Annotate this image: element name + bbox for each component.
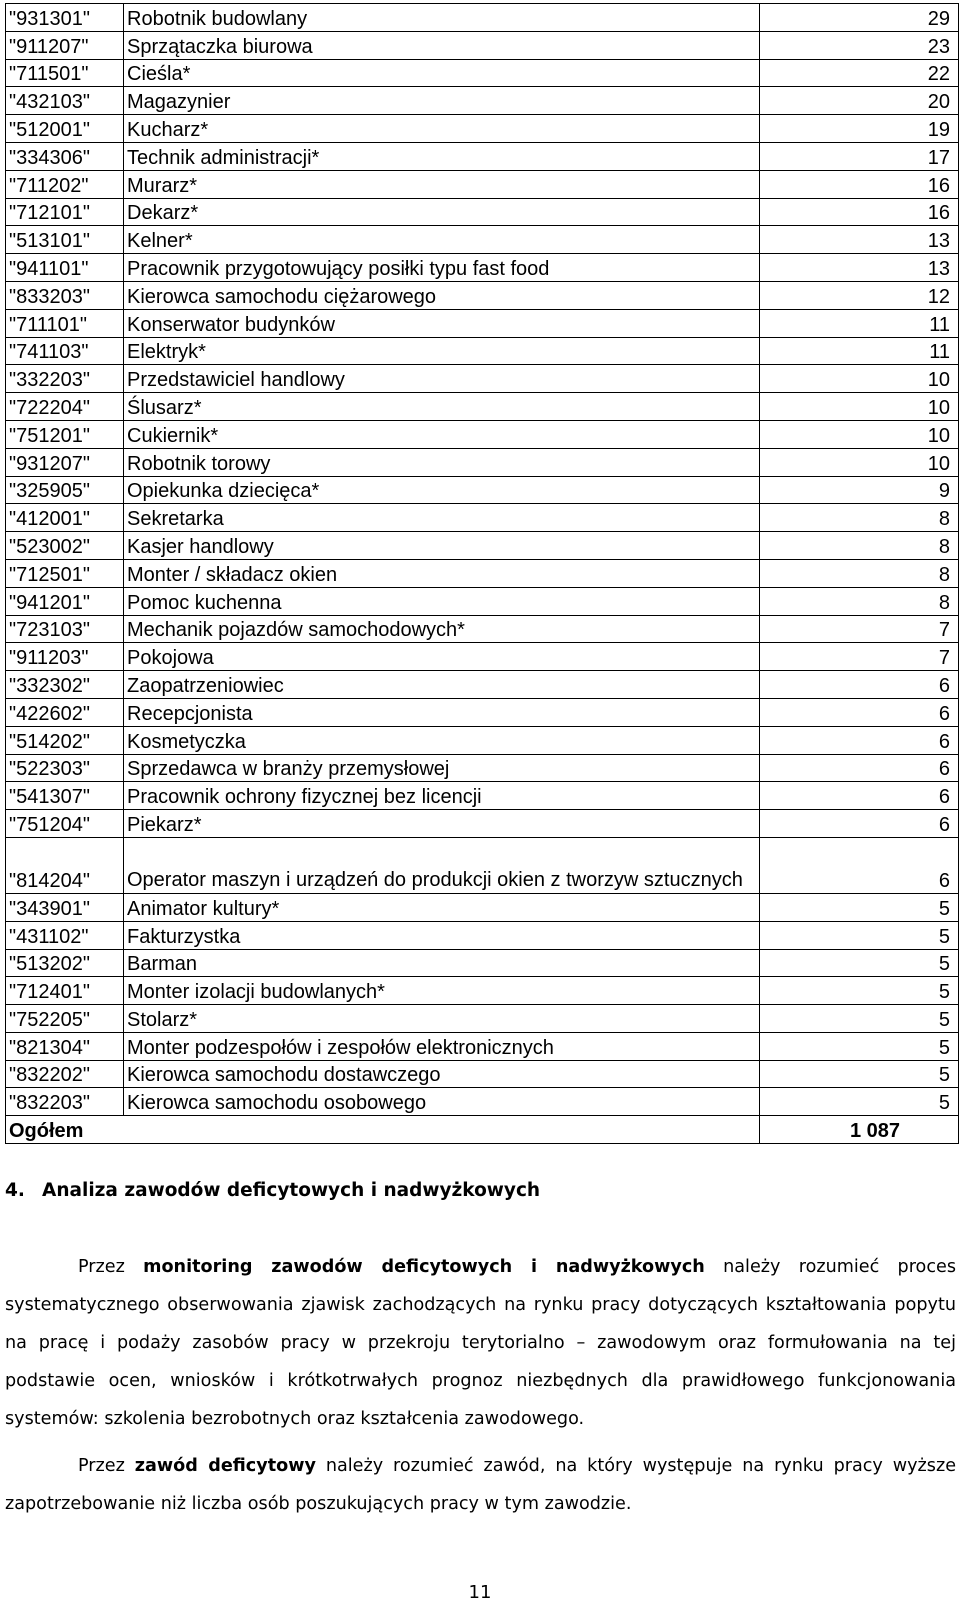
occupation-count: 5 [760,949,959,977]
occupation-count: 10 [760,448,959,476]
occupation-code: "522303" [6,754,124,782]
table-row [6,254,959,282]
occupation-count: 6 [760,698,959,726]
occupation-name: Monter podzespołów i zespołów elektronicznych [124,1032,760,1060]
occupation-count: 11 [760,337,959,365]
occupation-code: "751204" [6,810,124,838]
occupation-code: "723103" [6,615,124,643]
occupation-code: "523002" [6,532,124,560]
table-row [6,170,959,198]
occupation-count: 10 [760,420,959,448]
occupation-count: 16 [760,170,959,198]
occupation-name: Operator maszyn i urządzeń do produkcji okien z tworzyw sztucznych [124,837,760,893]
occupation-code: "711501" [6,59,124,87]
occupation-name: Monter / składacz okien [124,559,760,587]
occupation-code: "821304" [6,1032,124,1060]
occupation-name: Kierowca samochodu dostawczego [124,1060,760,1088]
occupation-count: 11 [760,309,959,337]
table-row [6,393,959,421]
occupation-code: "751201" [6,420,124,448]
occupation-code: "334306" [6,142,124,170]
occupation-name: Monter izolacji budowlanych* [124,977,760,1005]
section-title: Analiza zawodów deficytowych i nadwyżkowych [42,1180,541,1201]
occupation-code: "513202" [6,949,124,977]
occupation-code: "712401" [6,977,124,1005]
occupation-count: 5 [760,921,959,949]
table-row [6,87,959,115]
occupation-name: Opiekunka dziecięca* [124,476,760,504]
occupation-code: "432103" [6,87,124,115]
table-row [6,921,959,949]
occupation-code: "712101" [6,198,124,226]
occupation-count: 5 [760,1060,959,1088]
occupation-code: "911203" [6,643,124,671]
table-row [6,893,959,921]
occupation-count: 6 [760,726,959,754]
paragraph1-term: monitoring zawodów deficytowych i nadwyżkowych [143,1257,705,1277]
occupation-count: 20 [760,87,959,115]
table-row [6,226,959,254]
occupation-count: 19 [760,115,959,143]
paragraph1-pre: Przez [78,1257,144,1277]
occupation-name: Animator kultury* [124,893,760,921]
section-heading [5,1180,540,1201]
paragraph2-body: należy rozumieć zawód, na który występuje na rynku pracy wyższe zapotrzebowanie niż liczba osób poszukujących pracy w tym zawodzie. [5,1456,957,1514]
occupation-code: "832203" [6,1088,124,1116]
table-row [6,31,959,59]
occupation-count: 10 [760,365,959,393]
occupation-count: 5 [760,1032,959,1060]
occupation-count: 6 [760,782,959,810]
occupation-name: Robotnik torowy [124,448,760,476]
table-row [6,559,959,587]
occupation-name: Murarz* [124,170,760,198]
table-row [6,810,959,838]
occupation-name: Pokojowa [124,643,760,671]
occupation-code: "512001" [6,115,124,143]
occupation-code: "941101" [6,254,124,282]
occupation-name: Kosmetyczka [124,726,760,754]
table-row [6,115,959,143]
occupation-name: Elektryk* [124,337,760,365]
occupation-name: Cukiernik* [124,420,760,448]
table-row [6,337,959,365]
occupation-count: 5 [760,977,959,1005]
occupation-count: 5 [760,1088,959,1116]
occupation-table-body [6,4,959,1144]
occupation-name: Kierowca samochodu ciężarowego [124,281,760,309]
occupation-count: 10 [760,393,959,421]
table-row [6,281,959,309]
table-row [6,643,959,671]
occupation-code: "431102" [6,921,124,949]
total-label: Ogółem [6,1116,124,1144]
occupation-code: "911207" [6,31,124,59]
occupation-name: Sprzątaczka biurowa [124,31,760,59]
occupation-count: 13 [760,226,959,254]
paragraph2-pre: Przez [78,1456,135,1476]
occupation-name: Ślusarz* [124,393,760,421]
table-row [6,448,959,476]
occupation-name: Cieśla* [124,59,760,87]
table-row [6,59,959,87]
occupation-count: 8 [760,587,959,615]
table-row [6,476,959,504]
occupation-name: Sprzedawca w branży przemysłowej [124,754,760,782]
occupation-code: "833203" [6,281,124,309]
occupation-count: 5 [760,893,959,921]
occupation-name: Recepcjonista [124,698,760,726]
occupation-code: "412001" [6,504,124,532]
occupation-code: "343901" [6,893,124,921]
table-row [6,726,959,754]
occupation-name: Konserwator budynków [124,309,760,337]
occupation-count: 13 [760,254,959,282]
occupation-count: 7 [760,615,959,643]
occupation-count: 6 [760,837,959,893]
occupation-code: "541307" [6,782,124,810]
occupation-name: Robotnik budowlany [124,4,760,32]
table-row [6,837,959,893]
occupation-name: Piekarz* [124,810,760,838]
occupation-code: "332203" [6,365,124,393]
occupation-name: Pomoc kuchenna [124,587,760,615]
page-number: 11 [468,1582,492,1603]
occupation-name: Kucharz* [124,115,760,143]
total-row [6,1116,959,1144]
occupation-count: 29 [760,4,959,32]
paragraph1-body: należy rozumieć proces systematycznego obserwowania zjawisk zachodzących na rynku pracy dotyczących kształtowania popytu na pracę i podaży zasobów pracy w przekroju terytorialno – zawodowym oraz formułowania na tej podstawie ocen, wniosków i krótkotrwałych prognoz niezbędnych dla prawidłowego funkcjonowania systemów: szkolenia bezrobotnych oraz kształcenia zawodowego. [5,1257,956,1429]
table-row [6,504,959,532]
table-row [6,309,959,337]
table-row [6,420,959,448]
occupation-name: Fakturzystka [124,921,760,949]
occupation-code: "752205" [6,1005,124,1033]
occupation-count: 17 [760,142,959,170]
section-number: 4. [5,1180,25,1201]
occupation-count: 16 [760,198,959,226]
table-row [6,1060,959,1088]
occupation-code: "711101" [6,309,124,337]
occupation-name: Dekarz* [124,198,760,226]
table-row [6,198,959,226]
table-row [6,587,959,615]
occupation-name: Zaopatrzeniowiec [124,671,760,699]
table-row [6,698,959,726]
occupation-count: 8 [760,559,959,587]
total-spacer [124,1116,760,1144]
occupation-code: "741103" [6,337,124,365]
occupation-code: "832202" [6,1060,124,1088]
total-value: 1 087 [760,1116,959,1144]
occupation-count: 9 [760,476,959,504]
table-row [6,782,959,810]
occupation-count: 8 [760,532,959,560]
table-row [6,754,959,782]
table-row [6,532,959,560]
occupation-code: "711202" [6,170,124,198]
paragraph-deficit [5,1447,956,1523]
occupation-name: Magazynier [124,87,760,115]
occupation-name: Kierowca samochodu osobowego [124,1088,760,1116]
table-row [6,977,959,1005]
occupation-count: 7 [760,643,959,671]
occupation-name: Technik administracji* [124,142,760,170]
occupation-name: Mechanik pojazdów samochodowych* [124,615,760,643]
occupation-name: Przedstawiciel handlowy [124,365,760,393]
occupation-count: 6 [760,754,959,782]
occupation-code: "332302" [6,671,124,699]
table-row [6,4,959,32]
occupation-name: Kelner* [124,226,760,254]
table-row [6,1005,959,1033]
occupation-table [5,3,959,1144]
occupation-count: 5 [760,1005,959,1033]
table-row [6,949,959,977]
occupation-count: 6 [760,810,959,838]
occupation-name: Stolarz* [124,1005,760,1033]
occupation-code: "514202" [6,726,124,754]
occupation-count: 6 [760,671,959,699]
occupation-code: "931207" [6,448,124,476]
occupation-code: "513101" [6,226,124,254]
table-row [6,1088,959,1116]
occupation-name: Kasjer handlowy [124,532,760,560]
occupation-code: "722204" [6,393,124,421]
occupation-code: "941201" [6,587,124,615]
occupation-name: Sekretarka [124,504,760,532]
table-row [6,671,959,699]
occupation-code: "712501" [6,559,124,587]
table-row [6,1032,959,1060]
occupation-count: 23 [760,31,959,59]
occupation-count: 22 [760,59,959,87]
occupation-code: "422602" [6,698,124,726]
paragraph-monitoring [5,1248,956,1438]
table-row [6,142,959,170]
table-row [6,615,959,643]
occupation-name: Barman [124,949,760,977]
occupation-count: 12 [760,281,959,309]
paragraph2-term: zawód deficytowy [134,1456,316,1476]
occupation-code: "814204" [6,837,124,893]
occupation-name: Pracownik ochrony fizycznej bez licencji [124,782,760,810]
occupation-count: 8 [760,504,959,532]
occupation-name: Pracownik przygotowujący posiłki typu fast food [124,254,760,282]
occupation-code: "931301" [6,4,124,32]
table-row [6,365,959,393]
occupation-code: "325905" [6,476,124,504]
